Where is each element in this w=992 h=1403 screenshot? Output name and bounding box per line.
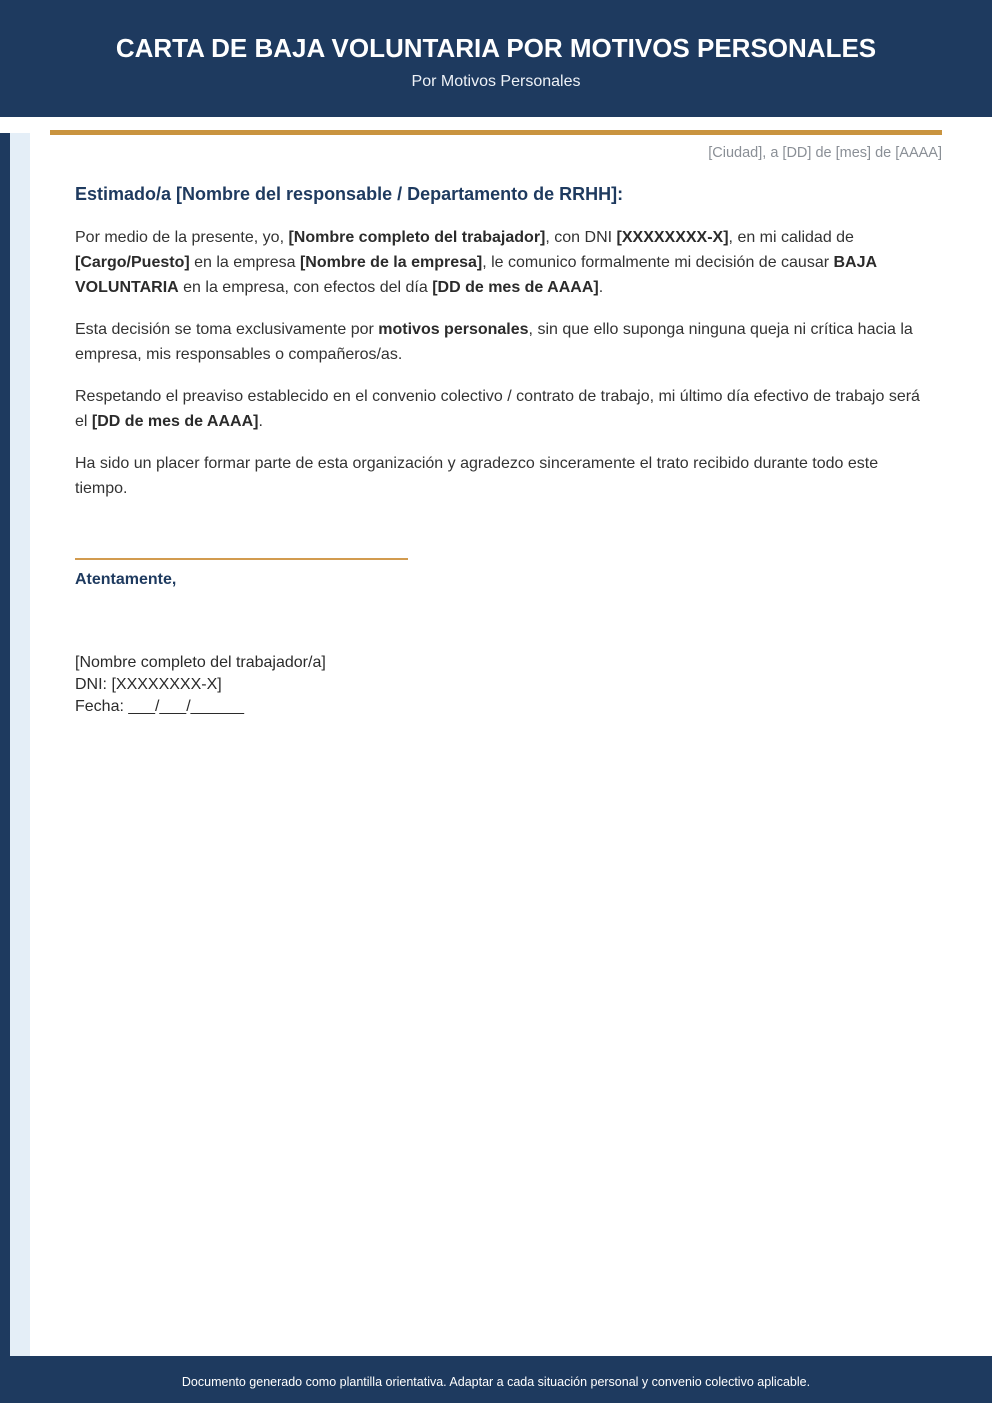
- footer-note: Documento generado como plantilla orientativa. Adaptar a cada situación personal y convenio colectivo aplicable.: [181, 1375, 811, 1389]
- text-segment: , en mi calidad de: [728, 229, 854, 246]
- letter-body: [75, 182, 925, 518]
- top-divider: [50, 130, 942, 135]
- text-segment: , con DNI: [545, 229, 617, 246]
- placeholder-effective-date: [DD de mes de AAAA]: [432, 279, 599, 296]
- paragraph: [75, 225, 925, 300]
- signature-dni: DNI: [XXXXXXXX-X]: [75, 676, 222, 693]
- page-subtitle: Por Motivos Personales: [411, 73, 581, 90]
- page-header: [0, 0, 992, 117]
- page-footer: [0, 1356, 992, 1403]
- signature-block: [75, 652, 326, 718]
- greeting: Estimado/a [Nombre del responsable / Departamento de RRHH]:: [75, 184, 624, 204]
- text-segment: Esta decisión se toma exclusivamente por: [75, 321, 379, 338]
- signature-divider: [75, 558, 408, 560]
- date-line: [Ciudad], a [DD] de [mes] de [AAAA]: [708, 145, 942, 161]
- baja-voluntaria-emphasis: BAJA VOLUNTARIA: [75, 254, 877, 296]
- motivos-personales-emphasis: motivos personales: [378, 321, 529, 338]
- sidebar-accent-dark: [0, 133, 10, 1356]
- page-title: CARTA DE BAJA VOLUNTARIA POR MOTIVOS PERSONALES: [115, 33, 877, 63]
- text-segment: .: [258, 413, 263, 430]
- placeholder-last-day: [DD de mes de AAAA]: [91, 413, 259, 430]
- text-segment: , sin que ello suponga ninguna queja ni crítica hacia la empresa, mis responsables o compañeros/as.: [75, 321, 913, 363]
- paragraph: [75, 451, 925, 501]
- sidebar-accent-light: [10, 133, 30, 1356]
- placeholder-position: [Cargo/Puesto]: [75, 254, 190, 271]
- text-segment: en la empresa, con efectos del día: [178, 279, 433, 296]
- placeholder-company: [Nombre de la empresa]: [299, 254, 483, 271]
- text-segment: .: [598, 279, 604, 296]
- paragraph: [75, 384, 925, 434]
- text-segment: Ha sido un placer formar parte de esta organización y agradezco sinceramente el trato recibido durante todo este tiempo.: [75, 455, 879, 497]
- text-segment: Respetando el preaviso establecido en el convenio colectivo / contrato de trabajo, mi último día efectivo de trabajo será el: [75, 388, 920, 430]
- signature-name: [Nombre completo del trabajador/a]: [75, 654, 326, 671]
- signature-date: Fecha: ___/___/______: [75, 698, 245, 715]
- paragraph: [75, 317, 925, 367]
- closing: Atentamente,: [75, 571, 177, 588]
- text-segment: en la empresa: [189, 254, 300, 271]
- placeholder-worker-name: [Nombre completo del trabajador]: [288, 229, 546, 246]
- text-segment: Por medio de la presente, yo,: [75, 229, 289, 246]
- text-segment: , le comunico formalmente mi decisión de causar: [482, 254, 834, 271]
- placeholder-dni: [XXXXXXXX-X]: [616, 229, 729, 246]
